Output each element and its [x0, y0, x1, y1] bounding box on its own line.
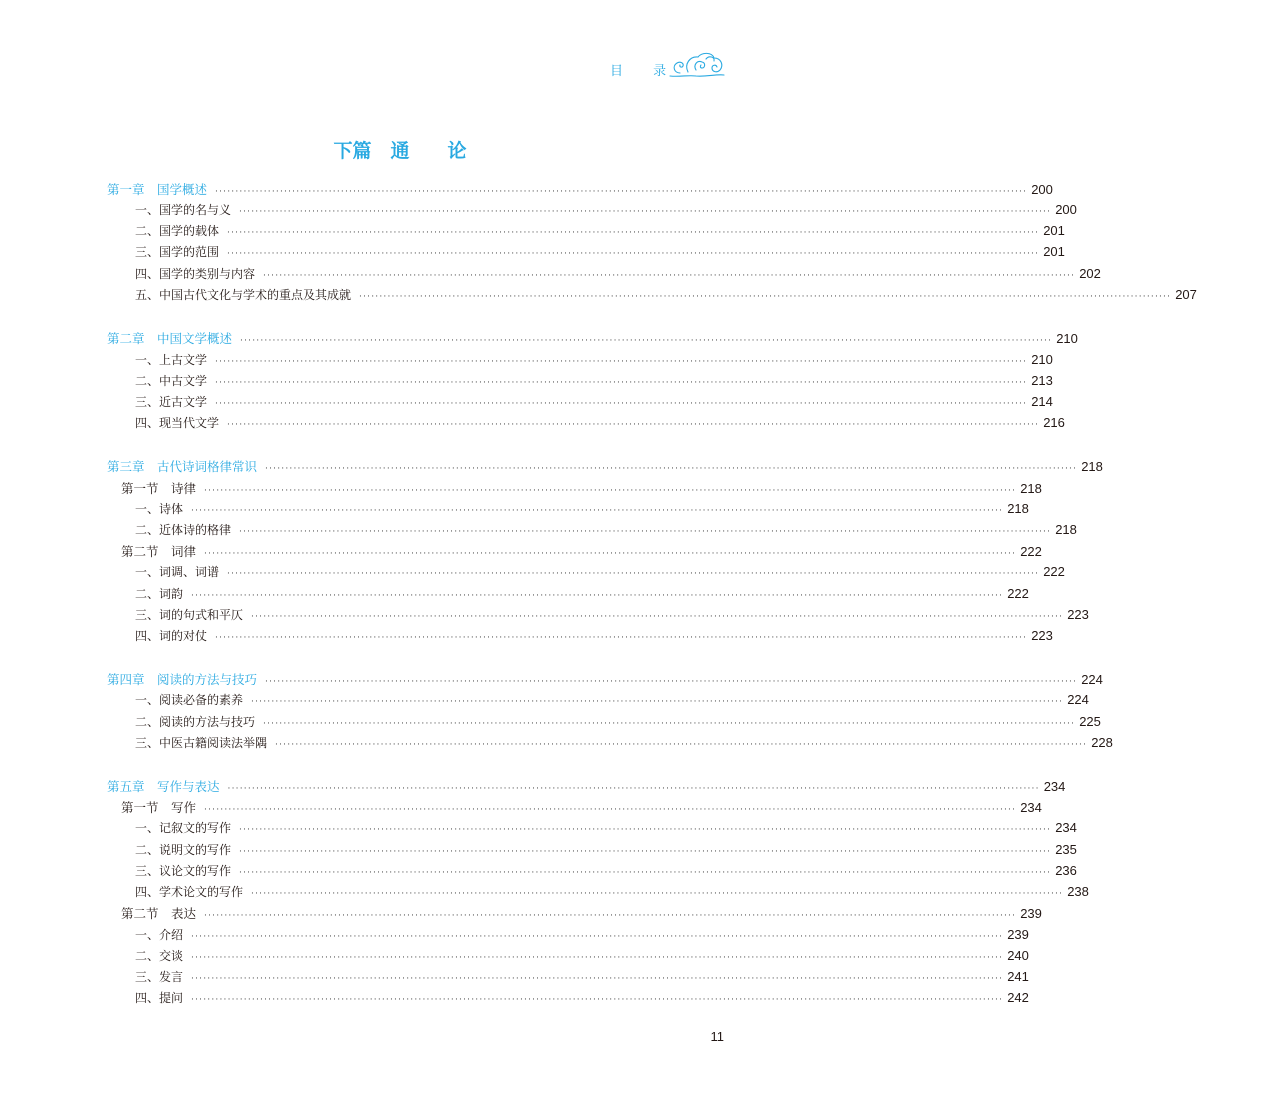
page-number: 11 [710, 1029, 724, 1044]
toc-entry-title: 一、上古文学 [135, 353, 208, 367]
toc-entry-page: 200 [1031, 182, 1053, 197]
toc-entry-title: 一、国学的名与义 [135, 203, 232, 217]
dot-leader: ········································································································································································································ [204, 805, 1017, 815]
toc-entry-section [0, 479, 1042, 500]
toc-entry-title: 第五章 写作与表达 [107, 779, 220, 794]
toc-entry-page: 218 [1020, 481, 1042, 496]
toc-entry-item [0, 585, 1029, 606]
toc-entry-title: 二、国学的载体 [135, 224, 220, 238]
toc-entry-title: 三、国学的范围 [135, 245, 220, 259]
toc-entry-chapter [0, 180, 1053, 201]
toc-entry-chapter [0, 777, 1066, 798]
toc-entry-item [0, 883, 1089, 904]
toc-entry-page: 225 [1079, 714, 1101, 729]
dot-leader: ········································································································································································································ [263, 271, 1076, 281]
toc-entry-item [0, 265, 1101, 286]
page-title: 下篇 通 论 [333, 140, 467, 162]
toc-entry-page: 228 [1091, 735, 1113, 750]
dot-leader: ········································································································································································································ [265, 677, 1078, 687]
toc-entry-title: 第一节 诗律 [121, 481, 197, 496]
dot-leader: ········································································································································································································ [191, 591, 1004, 601]
toc-entry-item [0, 926, 1029, 947]
toc-entry-title: 一、词调、词谱 [135, 565, 220, 579]
toc-entry-title: 二、说明文的写作 [135, 843, 232, 857]
toc-entry-page: 218 [1007, 501, 1029, 516]
toc-entry-page: 235 [1055, 842, 1077, 857]
toc-entry-item [0, 243, 1065, 264]
header-section-label: 目 录 [610, 64, 680, 79]
toc-entry-page: 223 [1067, 607, 1089, 622]
toc-entry-page: 216 [1043, 415, 1065, 430]
dot-leader: ········································································································································································································ [204, 911, 1017, 921]
toc-entry-page: 239 [1020, 906, 1042, 921]
dot-leader: ········································································································································································································ [265, 464, 1078, 474]
toc-entry-item [0, 947, 1029, 968]
toc-entry-item [0, 521, 1077, 542]
toc-entry-page: 210 [1031, 352, 1053, 367]
dot-leader: ········································································································································································································ [227, 784, 1040, 794]
toc-entry-title: 四、现当代文学 [135, 416, 220, 430]
toc-entry-title: 二、中古文学 [135, 374, 208, 388]
toc-entry-page: 202 [1079, 266, 1101, 281]
dot-leader: ········································································································································································································ [239, 527, 1052, 537]
toc-entry-title: 三、词的句式和平仄 [135, 608, 244, 622]
toc-entry-title: 第二节 表达 [121, 906, 197, 921]
dot-leader: ········································································································································································································ [191, 974, 1004, 984]
toc-entry-item [0, 500, 1029, 521]
toc-entry-page: 218 [1081, 459, 1103, 474]
toc-entry-title: 四、学术论文的写作 [135, 885, 244, 899]
toc-entry-page: 223 [1031, 628, 1053, 643]
toc-entry-title: 二、近体诗的格律 [135, 523, 232, 537]
toc-entry-item [0, 841, 1077, 862]
dot-leader: ········································································································································································································ [251, 612, 1064, 622]
dot-leader: ········································································································································································································ [251, 889, 1064, 899]
dot-leader: ········································································································································································································ [240, 336, 1053, 346]
toc-entry-page: 210 [1056, 331, 1078, 346]
dot-leader: ········································································································································································································ [215, 633, 1028, 643]
toc-entry-page: 201 [1043, 223, 1065, 238]
toc-entry-item [0, 691, 1089, 712]
dot-leader: ········································································································································································································ [215, 187, 1028, 197]
toc-entry-title: 第三章 古代诗词格律常识 [107, 459, 258, 474]
dot-leader: ········································································································································································································ [239, 825, 1052, 835]
dot-leader: ········································································································································································································ [239, 847, 1052, 857]
toc-entry-title: 第一章 国学概述 [107, 182, 208, 197]
toc-entry-title: 一、记叙文的写作 [135, 821, 232, 835]
toc-entry-title: 二、交谈 [135, 949, 184, 963]
dot-leader: ········································································································································································································ [275, 740, 1088, 750]
toc-entry-section [0, 904, 1042, 925]
toc-entry-page: 234 [1055, 820, 1077, 835]
toc-entry-page: 236 [1055, 863, 1077, 878]
dot-leader: ········································································································································································································ [239, 207, 1052, 217]
dot-leader: ········································································································································································································ [191, 995, 1004, 1005]
toc-entry-chapter [0, 670, 1103, 691]
toc-entry-page: 242 [1007, 990, 1029, 1005]
toc-entry-chapter [0, 329, 1078, 350]
dot-leader: ········································································································································································································ [215, 399, 1028, 409]
toc-entry-title: 第四章 阅读的方法与技巧 [107, 672, 258, 687]
toc-entry-page: 218 [1055, 522, 1077, 537]
toc-entry-item [0, 201, 1077, 222]
dot-leader: ········································································································································································································ [227, 249, 1040, 259]
toc-entry-section [0, 798, 1042, 819]
dot-leader: ········································································································································································································ [239, 868, 1052, 878]
toc-entry-title: 第二章 中国文学概述 [107, 331, 233, 346]
toc-entry-title: 第二节 词律 [121, 544, 197, 559]
toc-entry-page: 238 [1067, 884, 1089, 899]
toc-entry-page: 222 [1007, 586, 1029, 601]
toc-entry-item [0, 222, 1065, 243]
dot-leader: ········································································································································································································ [191, 932, 1004, 942]
toc-entry-title: 五、中国古代文化与学术的重点及其成就 [135, 288, 352, 302]
toc-entry-item [0, 627, 1053, 648]
dot-leader: ········································································································································································································ [263, 719, 1076, 729]
toc-entry-title: 第一节 写作 [121, 800, 197, 815]
toc-entry-title: 一、阅读必备的素养 [135, 693, 244, 707]
toc-entry-item [0, 713, 1101, 734]
toc-entry-item [0, 819, 1077, 840]
dot-leader: ········································································································································································································ [191, 953, 1004, 963]
toc-entry-title: 四、国学的类别与内容 [135, 267, 256, 281]
dot-leader: ········································································································································································································ [204, 486, 1017, 496]
toc-entry-page: 200 [1055, 202, 1077, 217]
toc-entry-item [0, 968, 1029, 989]
toc-entry-page: 224 [1081, 672, 1103, 687]
toc-entry-page: 239 [1007, 927, 1029, 942]
toc-entry-title: 三、发言 [135, 970, 184, 984]
toc-entry-title: 四、提问 [135, 991, 184, 1005]
toc-entry-page: 222 [1043, 564, 1065, 579]
toc-entry-item [0, 286, 1197, 307]
toc-entry-page: 240 [1007, 948, 1029, 963]
toc-entry-page: 234 [1020, 800, 1042, 815]
toc-entry-page: 207 [1175, 287, 1197, 302]
dot-leader: ········································································································································································································ [215, 357, 1028, 367]
toc-entry-item [0, 414, 1065, 435]
toc-entry-item [0, 862, 1077, 883]
dot-leader: ········································································································································································································ [227, 420, 1040, 430]
toc-entry-title: 二、阅读的方法与技巧 [135, 715, 256, 729]
toc-entry-chapter [0, 457, 1103, 478]
toc-entry-title: 一、诗体 [135, 502, 184, 516]
toc-entry-title: 三、近古文学 [135, 395, 208, 409]
dot-leader: ········································································································································································································ [215, 378, 1028, 388]
toc-entry-item [0, 989, 1029, 1010]
dot-leader: ········································································································································································································ [227, 569, 1040, 579]
toc-entry-item [0, 351, 1053, 372]
toc-entry-page: 222 [1020, 544, 1042, 559]
toc-entry-page: 201 [1043, 244, 1065, 259]
toc-entry-title: 一、介绍 [135, 928, 184, 942]
toc-entry-item [0, 393, 1053, 414]
toc-entry-item [0, 606, 1089, 627]
dot-leader: ········································································································································································································ [204, 549, 1017, 559]
dot-leader: ········································································································································································································ [191, 506, 1004, 516]
dot-leader: ········································································································································································································ [359, 292, 1172, 302]
toc-entry-title: 二、词韵 [135, 587, 184, 601]
toc-entry-page: 213 [1031, 373, 1053, 388]
toc-entry-item [0, 734, 1113, 755]
toc-entry-item [0, 563, 1065, 584]
toc-entry-title: 三、议论文的写作 [135, 864, 232, 878]
toc-entry-item [0, 372, 1053, 393]
toc-entry-section [0, 542, 1042, 563]
toc-entry-title: 三、中医古籍阅读法举隅 [135, 736, 268, 750]
dot-leader: ········································································································································································································ [227, 228, 1040, 238]
toc-entry-title: 四、词的对仗 [135, 629, 208, 643]
toc-entry-page: 241 [1007, 969, 1029, 984]
toc-entry-page: 214 [1031, 394, 1053, 409]
dot-leader: ········································································································································································································ [251, 697, 1064, 707]
toc-entry-page: 224 [1067, 692, 1089, 707]
toc-entry-page: 234 [1043, 779, 1066, 794]
